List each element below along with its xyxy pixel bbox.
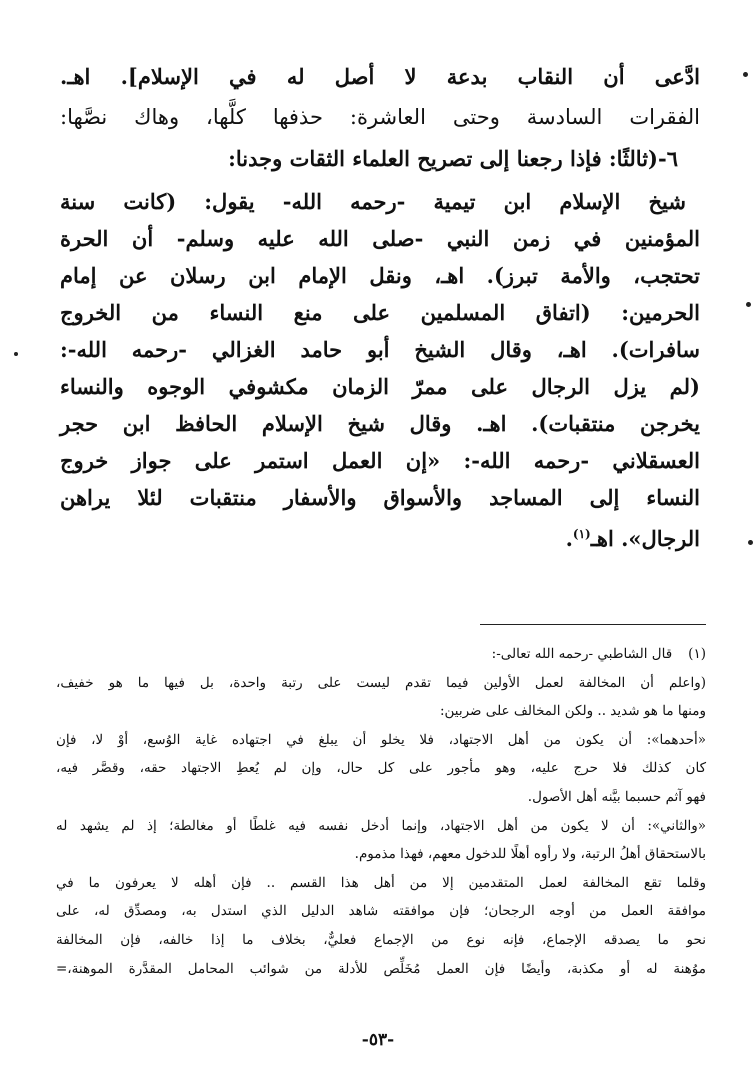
footnote-line: نحو ما يصدقه الإجماع، فإنه نوع من الإجماع فعليٌّ، بخلاف ما إذا خالفه، فإن المخالفة	[56, 931, 706, 948]
text-line: الفقرات السادسة وحتى العاشرة: حذفها كلَّها، وهاك نصَّها:	[60, 105, 700, 129]
footnote-line: فهو آثم حسبما بيَّنه أهل الأصول.	[527, 788, 706, 805]
main-text-block	[60, 58, 700, 557]
footnote-line	[56, 640, 706, 669]
scan-speck	[748, 540, 753, 545]
text-line: ادَّعى أن النقاب بدعة لا أصل له في الإسلام]. اهـ.	[60, 64, 700, 89]
text-line: (لم يزل الرجال على ممرّ الزمان مكشوفي الوجوه والنساء	[60, 374, 700, 399]
scan-speck	[746, 302, 751, 307]
text-line: شيخ الإسلام ابن تيمية -رحمه الله- يقول: (كانت سنة	[60, 189, 686, 214]
text-line: يخرجن منتقبات). اهـ. وقال شيخ الإسلام الحافظ ابن حجر	[60, 411, 700, 436]
text-line: النساء إلى المساجد والأسواق والأسفار منتقبات لئلا يراهن	[60, 485, 700, 510]
footnote-divider	[480, 624, 706, 625]
end-punctuation: .	[565, 526, 573, 551]
footnote-line: ومنها ما هو شديد .. ولكن المخالف على ضربين:	[439, 703, 706, 720]
text-line: العسقلاني -رحمه الله-: «إن العمل استمر على جواز خروج	[60, 448, 700, 473]
footnote-line: بالاستحقاق أهلُ الرتبة، ولا رأوه أهلًا للدخول معهم، فهذا مذموم.	[354, 846, 706, 863]
footnote-line-content: قال الشاطبي -رحمه الله تعالى-:	[491, 646, 673, 662]
text-line-content: الرجال». اهـ	[590, 526, 700, 551]
footnote-line: وقلما تقع المخالفة لعمل المتقدمين إلا من أهل هذا القسم .. فإن أهله لا يعرفون ما في	[56, 874, 706, 891]
footnote-line: كان كذلك فلا حرج عليه، وهو مأجور على كل حال، وإن لم يُعطِ الاجتهاد حقه، وقصَّر فيه،	[56, 760, 706, 777]
text-line	[60, 516, 700, 557]
text-line: سافرات). اهـ، وقال الشيخ أبو حامد الغزالي -رحمه الله-:	[60, 337, 700, 362]
scan-speck	[743, 72, 748, 77]
footnote-line: موُهنة له أو مكذبة، وأيضًا فإن العمل مُخَلِّص للأدلة من شوائب المحامل المقدَّرة الموهنة،=	[56, 960, 706, 977]
text-line: المؤمنين في زمن النبي -صلى الله عليه وسلم- أن الحرة	[60, 226, 700, 251]
page-number: -٥٣-	[361, 1030, 395, 1050]
text-line: الحرمين: (اتفاق المسلمين على منع النساء من الخروج	[60, 300, 700, 325]
footnote-line: (واعلم أن المخالفة لعمل الأولين فيما تقدم ليست على رتبة واحدة، بل فيها ما هو خفيف،	[56, 674, 706, 691]
text-line: تحتجب، والأمة تبرز). اهـ، ونقل الإمام ابن رسلان عن إمام	[60, 263, 700, 288]
footnote-line: موافقة العمل من أوجه الرجحان؛ فإن موافقته شاهد الدليل الذي استدل به، ومصدِّق له، على	[56, 903, 706, 920]
footnote-reference: (١)	[572, 527, 591, 541]
scan-speck	[14, 352, 18, 356]
footnote-line: «أحدهما»: أن يكون من أهل الاجتهاد، فلا يخلو أن يبلغ في اجتهاده غاية الوُسع، أوْ لا، فإن	[56, 731, 706, 748]
footnote-line: «والثاني»: أن لا يكون من أهل الاجتهاد، وإنما أدخل نفسه فيه غلطًا أو مغالطة؛ إذ لم يشهد له	[56, 817, 706, 834]
section-heading: ٦-(ثالثًا: فإذا رجعنا إلى تصريح العلماء الثقات وجدنا:	[228, 146, 678, 171]
footnotes-block	[56, 640, 706, 983]
footnote-number: (١)	[688, 646, 706, 662]
